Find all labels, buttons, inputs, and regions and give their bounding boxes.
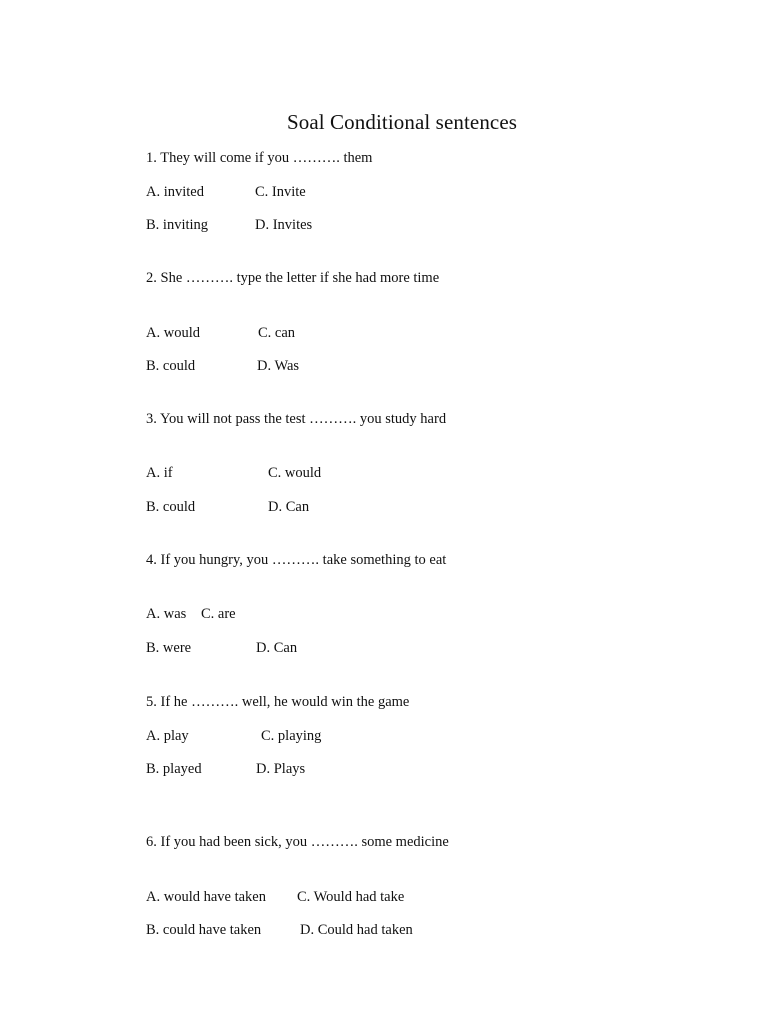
question-4-option-a: A. was xyxy=(146,606,187,622)
question-1-option-b: B. inviting xyxy=(146,217,209,233)
question-4-option-c: C. are xyxy=(201,606,236,622)
question-1-option-c: C. Invite xyxy=(255,184,306,200)
question-6-option-d: D. Could had taken xyxy=(300,922,413,938)
question-3-option-d: D. Can xyxy=(268,499,310,515)
question-6-option-b: B. could have taken xyxy=(146,922,262,938)
page-title: Soal Conditional sentences xyxy=(286,110,518,134)
question-1-option-d: D. Invites xyxy=(255,217,313,233)
question-2-option-b: B. could xyxy=(146,358,196,374)
question-2-option-c: C. can xyxy=(258,325,296,341)
question-4-option-b: B. were xyxy=(146,640,192,656)
question-3-option-c: C. would xyxy=(268,465,322,481)
question-6-option-c: C. Would had take xyxy=(297,889,405,905)
question-4-text: 4. If you hungry, you ………. take something to eat xyxy=(146,552,447,568)
question-2-option-a: A. would xyxy=(146,325,200,341)
question-4-option-d: D. Can xyxy=(256,640,298,656)
question-5-option-d: D. Plays xyxy=(256,761,306,777)
question-5-option-a: A. play xyxy=(146,728,189,744)
question-5-option-b: B. played xyxy=(146,761,202,777)
question-2-option-d: D. Was xyxy=(257,358,300,374)
question-1-text: 1. They will come if you ………. them xyxy=(146,150,373,166)
question-3-option-a: A. if xyxy=(146,465,173,481)
question-5-text: 5. If he ………. well, he would win the game xyxy=(146,694,410,710)
question-1-option-a: A. invited xyxy=(146,184,204,200)
question-6-text: 6. If you had been sick, you ………. some medicine xyxy=(146,834,449,850)
question-2-text: 2. She ………. type the letter if she had more time xyxy=(146,270,440,286)
question-3-option-b: B. could xyxy=(146,499,196,515)
question-5-option-c: C. playing xyxy=(261,728,322,744)
question-6-option-a: A. would have taken xyxy=(146,889,266,905)
question-3-text: 3. You will not pass the test ………. you study hard xyxy=(146,411,447,427)
